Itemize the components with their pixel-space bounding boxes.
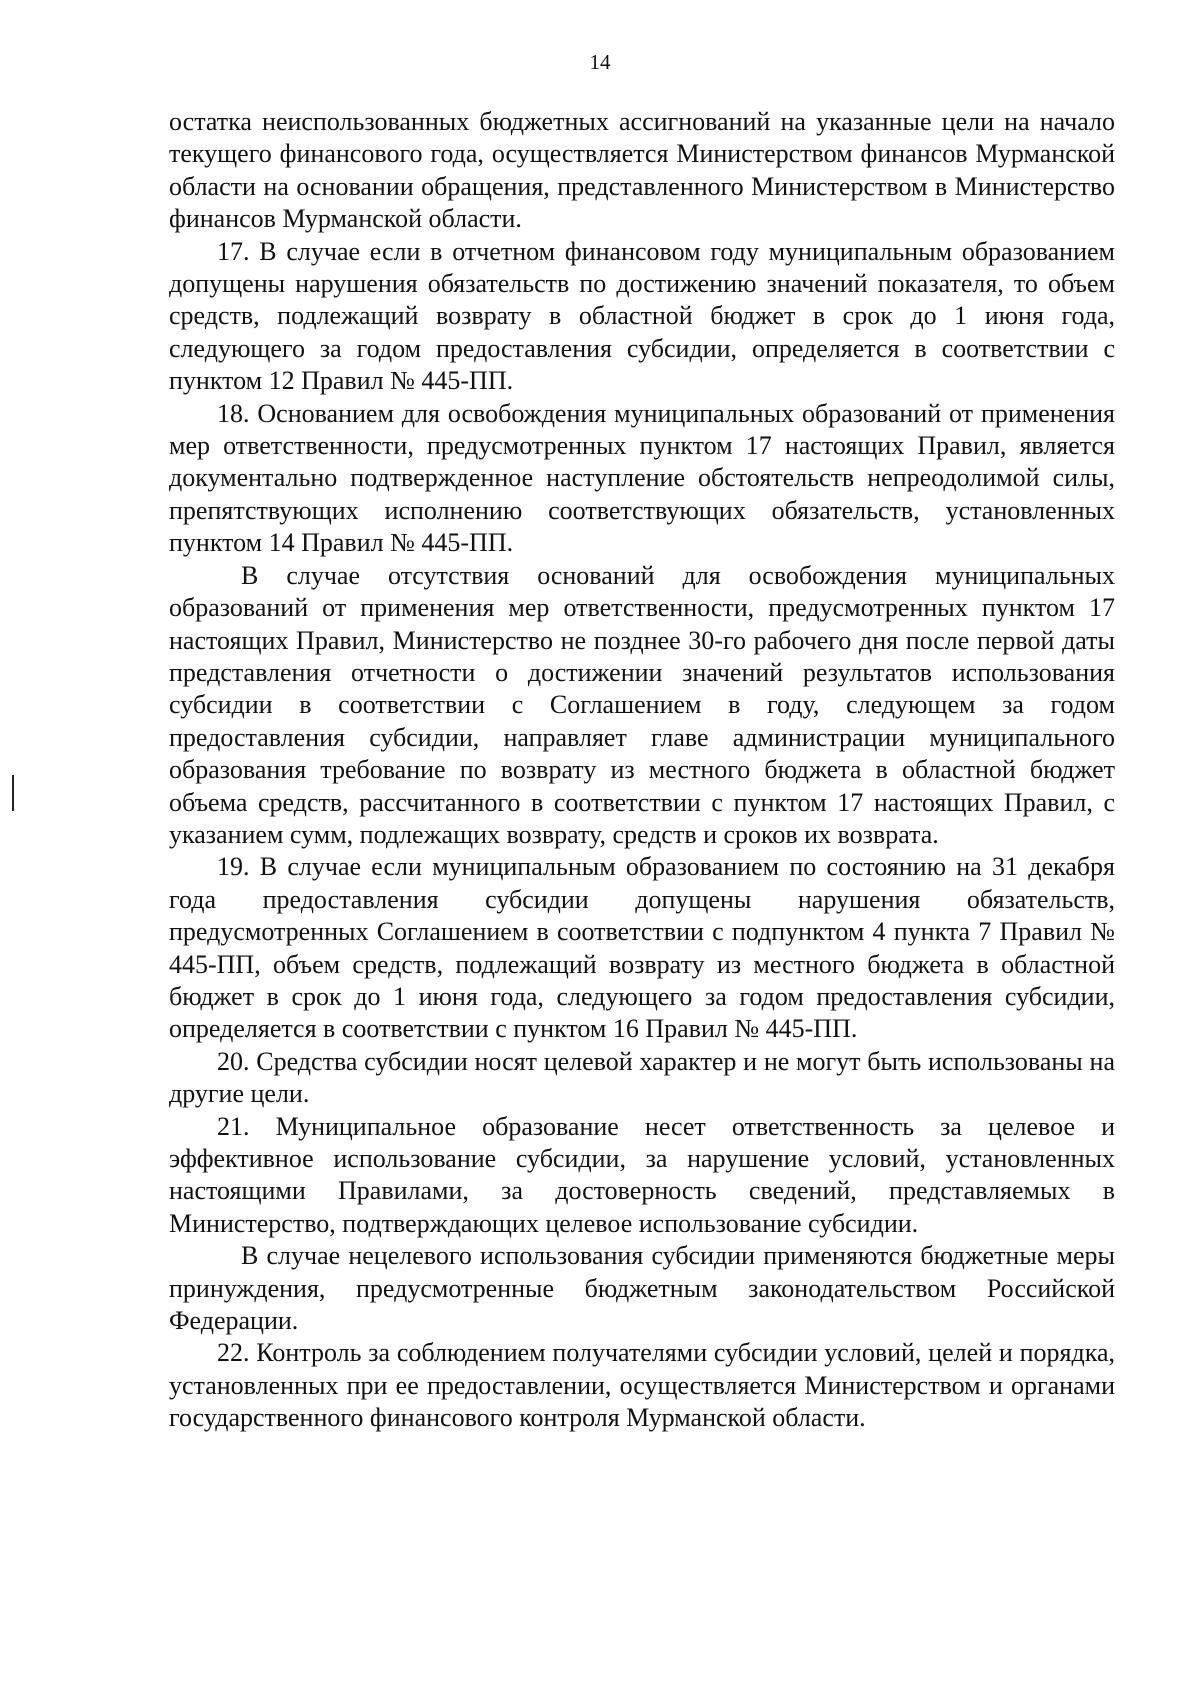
paragraph-19: 19. В случае если муниципальным образованием по состоянию на 31 декабря года предоставления субсидии допущены нарушения обязательств, предусмотренных Соглашением в соответствии с подпунктом 4 пункта 7 Правил № 445-ПП, объем средств, подлежащий возврату из местного бюджета в областной бюджет в срок до 1 июня года, следующего за годом предоставления субсидии, определяется в соответствии с пунктом 16 Правил № 445-ПП. xyxy=(169,852,1115,1044)
scan-margin-mark xyxy=(12,775,14,811)
paragraph-18-second: В случае отсутствия оснований для освобождения муниципальных образований от применения мер ответственности, предусмотренных пунктом 17 настоящих Правил, Министерство не позднее 30-го рабочего дня после первой даты представления отчетности о достижении значений результатов использования субсидии в соответствии с Соглашением в году, следующем за годом предоставления субсидии, направляет главе администрации муниципального образования требование по возврату из местного бюджета в областной бюджет объема средств, рассчитанного в соответствии с пунктом 17 настоящих Правил, с указанием сумм, подлежащих возврату, средств и сроков их возврата. xyxy=(169,560,1115,849)
paragraph-22: 22. Контроль за соблюдением получателями субсидии условий, целей и порядка, установленных при ее предоставлении, осуществляется Министерством и органами государственного финансового контроля Мурманской области. xyxy=(169,1338,1115,1433)
page-number: 14 xyxy=(589,50,611,74)
paragraph-17: 17. В случае если в отчетном финансовом году муниципальным образованием допущены нарушения обязательств по достижению значений показателя, то объем средств, подлежащий возврату в областной бюджет в срок до 1 июня года, следующего за годом предоставления субсидии, определяется в соответствии с пунктом 12 Правил № 445-ПП. xyxy=(169,236,1115,396)
paragraph-21: 21. Муниципальное образование несет ответственность за целевое и эффективное использование субсидии, за нарушение условий, установленных настоящими Правилами, за достоверность сведений, представляемых в Министерство, подтверждающих целевое использование субсидии. xyxy=(169,1111,1115,1238)
paragraph-21-second: В случае нецелевого использования субсидии применяются бюджетные меры принуждения, предусмотренные бюджетным законодательством Российской Федерации. xyxy=(169,1241,1115,1336)
paragraph-continuation: остатка неиспользованных бюджетных ассигнований на указанные цели на начало текущего финансового года, осуществляется Министерством финансов Мурманской области на основании обращения, представленного Министерством в Министерство финансов Мурманской области. xyxy=(169,107,1115,234)
paragraph-18: 18. Основанием для освобождения муниципальных образований от применения мер ответственности, предусмотренных пунктом 17 настоящих Правил, является документально подтвержденное наступление обстоятельств непреодолимой силы, препятствующих исполнению соответствующих обязательств, установленных пунктом 14 Правил № 445-ПП. xyxy=(169,398,1115,558)
paragraph-20: 20. Средства субсидии носят целевой характер и не могут быть использованы на другие цели. xyxy=(169,1046,1115,1109)
document-body xyxy=(169,106,1115,1435)
